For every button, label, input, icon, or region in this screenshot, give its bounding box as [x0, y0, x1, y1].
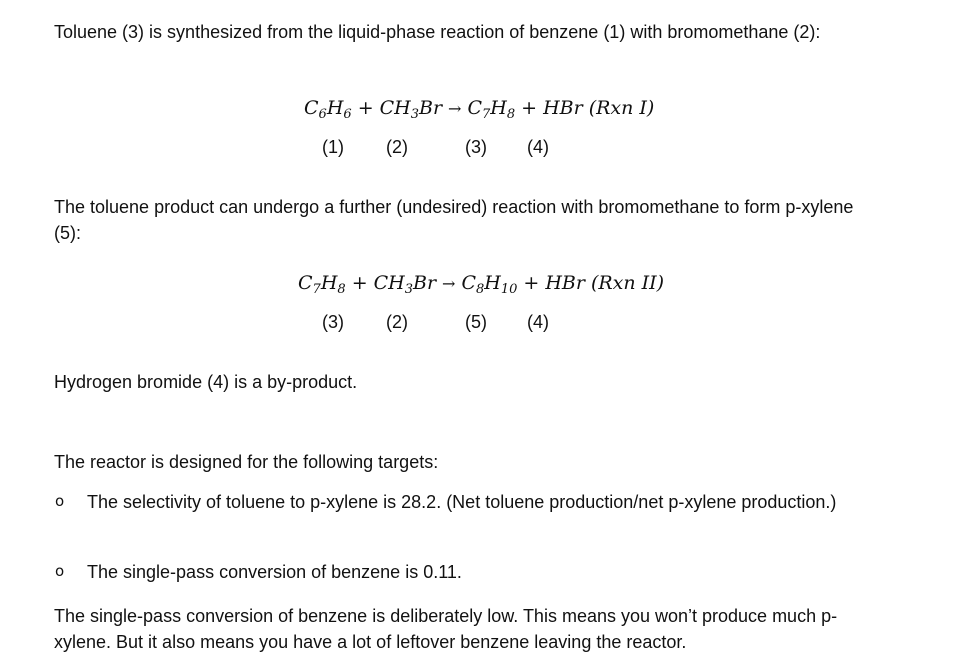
further-reaction-paragraph: The toluene product can undergo a further (undesired) reaction with bromomethane to form p-xylene (5):	[54, 197, 854, 243]
rxn1-product-hbr: HBr	[543, 97, 583, 119]
rxn1-number-2: (2)	[386, 137, 408, 157]
rxn1-label: (Rxn I)	[588, 97, 655, 119]
rxn1-number-1: (1)	[322, 137, 344, 157]
rxn1-number-3: (3)	[465, 137, 487, 157]
byproduct-paragraph: Hydrogen bromide (4) is a by-product.	[54, 372, 358, 392]
rxn1-reactant-benzene: $C_6H_6$	[304, 97, 352, 122]
target-selectivity: The selectivity of toluene to p-xylene is 28.2. (Net toluene production/net p-xylene production.)	[87, 492, 837, 512]
rxn1-number-4: (4)	[527, 137, 549, 157]
reaction-2-equation: $C_7H_8 + CH_3Br \to C_8H_{10}$ + HBr (Rxn II)	[298, 272, 665, 297]
rxn2-product-hbr: HBr	[545, 272, 585, 294]
rxn2-reactant-toluene: $C_7H_8$	[298, 272, 346, 297]
intro-paragraph: Toluene (3) is synthesized from the liquid-phase reaction of benzene (1) with bromomethane (2):	[54, 22, 821, 42]
reaction-1-equation: $C_6H_6 + CH_3Br \to C_7H_8$ + HBr (Rxn I)	[304, 97, 655, 122]
rxn1-reactant-bromomethane: $CH_3Br$	[379, 97, 443, 122]
bullet-circle-icon: o	[55, 492, 65, 510]
rxn1-product-toluene: $C_7H_8$	[467, 97, 516, 122]
rxn2-number-3: (3)	[322, 312, 344, 332]
rxn2-number-5: (5)	[465, 312, 487, 332]
target-conversion: The single-pass conversion of benzene is 0.11.	[87, 562, 462, 582]
rxn2-reactant-bromomethane: $CH_3Br$	[373, 272, 437, 297]
rxn2-number-2: (2)	[386, 312, 408, 332]
targets-intro: The reactor is designed for the following targets:	[54, 452, 439, 472]
closing-paragraph: The single-pass conversion of benzene is deliberately low. This means you won’t produce much p-xylene. But it also means you have a lot of leftover benzene leaving the reactor.	[54, 606, 838, 652]
bullet-circle-icon: o	[55, 562, 65, 580]
reaction-arrow: →	[442, 274, 456, 293]
rxn2-label: (Rxn II)	[590, 272, 665, 294]
rxn2-number-4: (4)	[527, 312, 549, 332]
reaction-arrow: →	[448, 99, 462, 118]
rxn2-product-p-xylene: $C_8H_{10}$	[461, 272, 518, 297]
